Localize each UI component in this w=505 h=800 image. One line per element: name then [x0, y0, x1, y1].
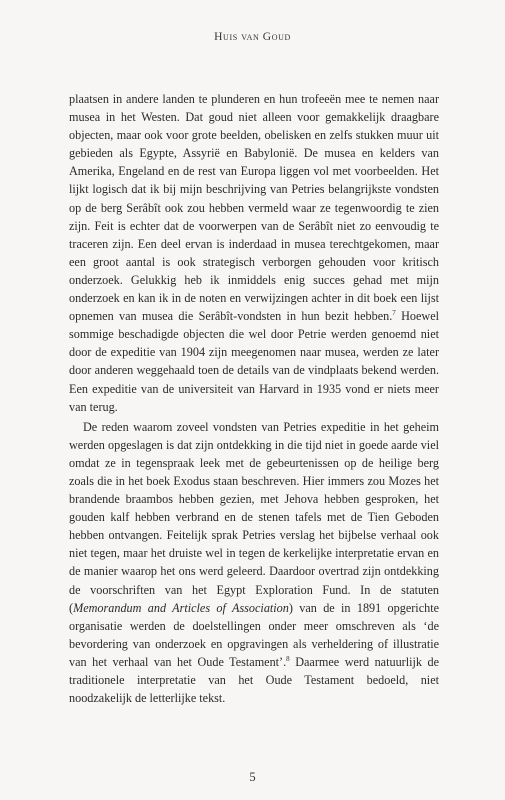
document-title-italic: Memorandum and Articles of Association [73, 600, 289, 615]
running-head: Huis van Goud [214, 31, 291, 43]
body-text [69, 90, 439, 707]
paragraph-1-text-a: plaatsen in andere landen te plunderen en hun trofeeën mee te nemen naar musea in het Westen. Dat goud niet alleen voor gemakkelijk draagbare objecten, maar ook voor grote beelden, obelisken en zelfs stukken muur uit gebieden als Egypte, Assyrië en Babylonië. De musea en kelders van Amerika, Engeland en de rest van Europa liggen vol met voorbeelden. Het lijkt logisch dat ik bij mijn beschrijving van Petries belangrijkste vondsten op de berg Serâbît ook zou hebben vermeld waar ze tegenwoordig te zien zijn. Feit is echter dat de voorwerpen van de Serâbît niet zo eenvoudig te traceren zijn. Een deel ervan is inderdaad in musea terechtgekomen, maar een groot aantal is ook strategisch verborgen gehouden voor kritisch onderzoek. Gelukkig heb ik inmiddels enig succes gehad met mijn onderzoek en kan ik in de noten en verwijzingen achter in dit boek een lijst opnemen van musea die Serâbît-vondsten in hun bezit hebben. [69, 92, 439, 324]
footnote-ref-7[interactable]: 7 [392, 309, 396, 318]
paragraph-2-text-b: ) van de in 1891 opgerichte organisatie werden de doelstellingen onder meer omschreven als ‘de bevordering van onderzoek en opgravingen als verheldering of illustratie van het verhaal van het Oude Testament’. [69, 600, 439, 669]
paragraph-2 [69, 418, 439, 708]
paragraph-1-text-b: Hoewel sommige beschadigde objecten die wel door Petrie werden genoemd niet door de expeditie van 1904 zijn meegenomen naar musea, werden ze later door anderen weggehaald toen de details van de vindplaats bekend werden. Een expeditie van de universiteit van Harvard in 1935 vond er niets meer van terug. [69, 309, 439, 414]
paragraph-2-text-c: Daarmee werd natuurlijk de traditionele interpretatie van het Oude Testament bedoeld, niet noodzakelijk de letterlijke tekst. [69, 654, 439, 706]
footnote-ref-8[interactable]: 8 [286, 654, 290, 663]
paragraph-1 [69, 90, 439, 416]
page-number: 5 [249, 770, 256, 784]
paragraph-2-text-a: De reden waarom zoveel vondsten van Petries expeditie in het geheim werden opgeslagen is dat zijn ontdekking in die tijd niet in goede aarde viel omdat ze in tegenspraak leek met de gebeurtenissen op de heilige berg zoals die in het boek Exodus staan beschreven. Hier immers zou Mozes het brandende braambos hebben gezien, met Jehova hebben gesproken, het gouden kalf hebben verbrand en de stenen tafels met de Tien Geboden hebben ontvangen. Feitelijk sprak Petries verslag het bijbelse verhaal ook niet tegen, maar het druiste wel in tegen de kerkelijke interpretatie ervan en de manier waarop het ons werd geleerd. Daardoor overtrad zijn ontdekking de voorschriften van het Egypt Exploration Fund. In de statuten ( [69, 419, 439, 615]
